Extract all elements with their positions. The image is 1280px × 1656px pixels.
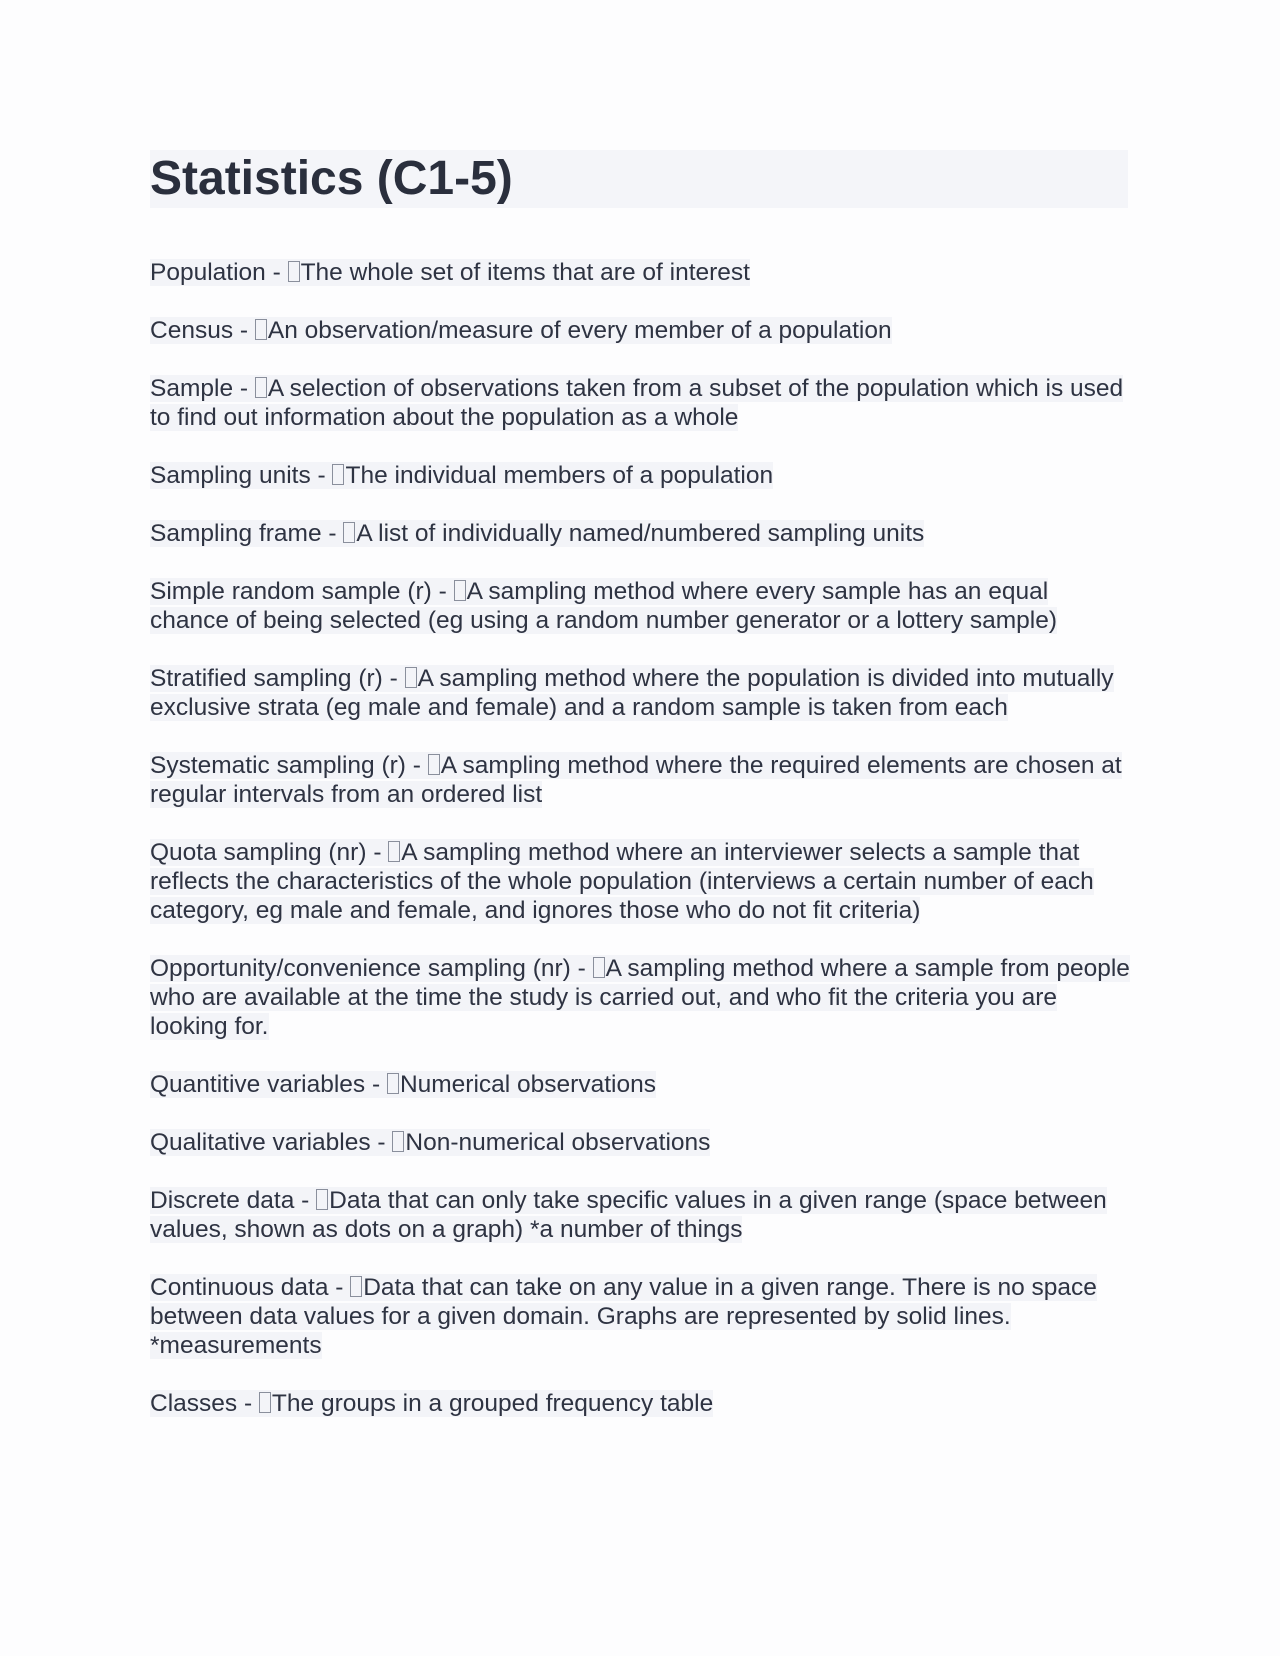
entry-term: Quota sampling (nr) bbox=[150, 839, 367, 866]
entry-definition: A selection of observations taken from a subset of the population which is used to find out information about the population as a whole bbox=[150, 375, 1124, 431]
glossary-list bbox=[150, 258, 1130, 1418]
glossary-entry: Sampling units - The individual members of a population bbox=[150, 462, 774, 489]
entry-definition: A sampling method where every sample has an equal chance of being selected (eg using a random number generator or a lottery sample) bbox=[150, 578, 1058, 634]
entry-term: Qualitative variables bbox=[150, 1129, 371, 1156]
glossary-entry: Discrete data - Data that can only take specific values in a given range (space between values, shown as dots on a graph) *a number of things bbox=[150, 1187, 1107, 1243]
entry-term: Sample bbox=[150, 375, 234, 402]
separator-box-icon bbox=[428, 754, 440, 775]
glossary-entry: Opportunity/convenience sampling (nr) - A sampling method where a sample from people who are available at the time the study is carried out, and who fit the criteria you are looking for. bbox=[150, 955, 1130, 1040]
glossary-entry: Continuous data - Data that can take on any value in a given range. There is no space between data values for a given domain. Graphs are represented by solid lines. *measurements bbox=[150, 1274, 1097, 1359]
glossary-entry: Census - An observation/measure of every member of a population bbox=[150, 317, 892, 344]
glossary-entry: Quota sampling (nr) - A sampling method where an interviewer selects a sample that reflects the characteristics of the whole population (interviews a certain number of each category, eg male and female, and ignores those who do not fit criteria) bbox=[150, 839, 1094, 924]
entry-term: Quantitive variables bbox=[150, 1071, 366, 1098]
glossary-entry: Classes - The groups in a grouped frequency table bbox=[150, 1390, 714, 1417]
entry-term: Stratified sampling (r) bbox=[150, 665, 383, 692]
glossary-entry: Systematic sampling (r) - A sampling method where the required elements are chosen at regular intervals from an ordered list bbox=[150, 752, 1122, 808]
separator-box-icon bbox=[388, 841, 400, 862]
separator-box-icon bbox=[593, 957, 605, 978]
entry-definition: A sampling method where the population is divided into mutually exclusive strata (eg male and female) and a random sample is taken from each bbox=[150, 665, 1114, 721]
separator-box-icon bbox=[405, 667, 417, 688]
entry-term: Discrete data bbox=[150, 1187, 295, 1214]
entry-term: Classes bbox=[150, 1390, 238, 1417]
entry-term: Systematic sampling (r) bbox=[150, 752, 406, 779]
entry-definition: Numerical observations bbox=[399, 1071, 656, 1098]
page-title: Statistics (C1-5) bbox=[150, 152, 513, 205]
entry-definition: The individual members of a population bbox=[345, 462, 774, 489]
glossary-entry: Sampling frame - A list of individually named/numbered sampling units bbox=[150, 520, 925, 547]
entry-term: Opportunity/convenience sampling (nr) bbox=[150, 955, 571, 982]
glossary-entry: Quantitive variables - Numerical observations bbox=[150, 1071, 656, 1098]
entry-term: Simple random sample (r) bbox=[150, 578, 432, 605]
separator-box-icon bbox=[454, 580, 466, 601]
separator-box-icon bbox=[332, 464, 344, 485]
document-page bbox=[150, 150, 1130, 1447]
entry-definition: Non-numerical observations bbox=[405, 1129, 711, 1156]
entry-term: Census bbox=[150, 317, 234, 344]
glossary-entry: Simple random sample (r) - A sampling method where every sample has an equal chance of being selected (eg using a random number generator or a lottery sample) bbox=[150, 578, 1058, 634]
entry-definition: A sampling method where an interviewer selects a sample that reflects the characteristics of the whole population (interviews a certain number of each category, eg male and female, and ignores those who do not fit criteria) bbox=[150, 839, 1094, 924]
separator-box-icon bbox=[288, 261, 300, 282]
separator-box-icon bbox=[255, 319, 267, 340]
entry-definition: Data that can only take specific values in a given range (space between values, shown as dots on a graph) *a number of things bbox=[150, 1187, 1107, 1243]
separator-box-icon bbox=[387, 1073, 399, 1094]
entry-definition: Data that can take on any value in a given range. There is no space between data values for a given domain. Graphs are represented by solid lines. *measurements bbox=[150, 1274, 1097, 1359]
title-bar bbox=[150, 150, 1128, 208]
separator-box-icon bbox=[392, 1131, 404, 1152]
separator-box-icon bbox=[316, 1189, 328, 1210]
separator-box-icon bbox=[350, 1276, 362, 1297]
glossary-entry: Qualitative variables - Non-numerical observations bbox=[150, 1129, 711, 1156]
entry-definition: The whole set of items that are of interest bbox=[300, 259, 750, 286]
glossary-entry: Population - The whole set of items that are of interest bbox=[150, 259, 750, 286]
entry-term: Continuous data bbox=[150, 1274, 329, 1301]
separator-box-icon bbox=[259, 1392, 271, 1413]
entry-definition: An observation/measure of every member of a population bbox=[267, 317, 892, 344]
glossary-entry: Sample - A selection of observations taken from a subset of the population which is used to find out information about the population as a whole bbox=[150, 375, 1124, 431]
separator-box-icon bbox=[255, 377, 267, 398]
entry-definition: A list of individually named/numbered sampling units bbox=[356, 520, 925, 547]
entry-term: Population bbox=[150, 259, 266, 286]
entry-term: Sampling units bbox=[150, 462, 311, 489]
separator-box-icon bbox=[343, 522, 355, 543]
entry-definition: A sampling method where the required elements are chosen at regular intervals from an ordered list bbox=[150, 752, 1122, 808]
entry-definition: The groups in a grouped frequency table bbox=[271, 1390, 714, 1417]
entry-term: Sampling frame bbox=[150, 520, 322, 547]
glossary-entry: Stratified sampling (r) - A sampling method where the population is divided into mutually exclusive strata (eg male and female) and a random sample is taken from each bbox=[150, 665, 1114, 721]
entry-definition: A sampling method where a sample from people who are available at the time the study is carried out, and who fit the criteria you are looking for. bbox=[150, 955, 1130, 1040]
